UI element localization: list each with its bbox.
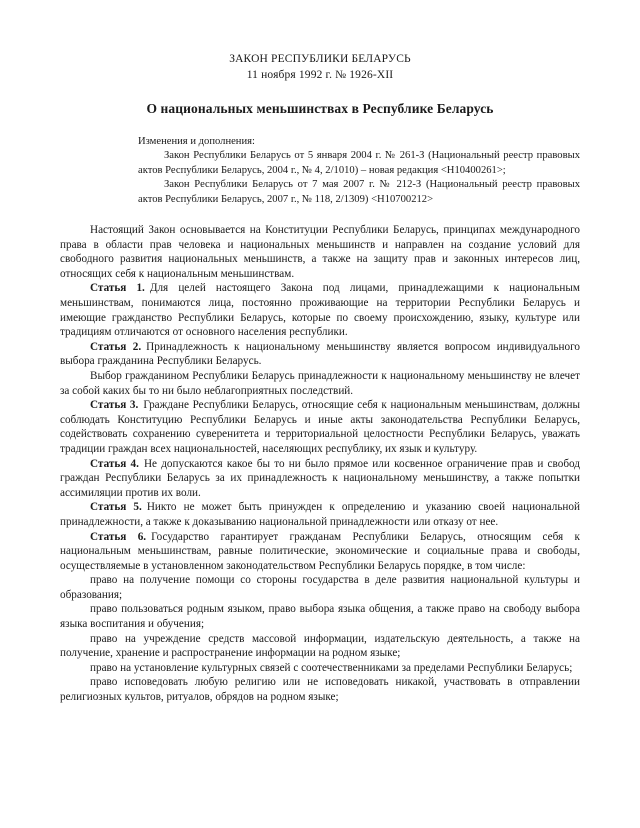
article-5-label: Статья 5. [90,501,142,514]
article-5-text: Никто не может быть принужден к определению и указанию своей национальной принадлежности, а также к доказыванию национальной принадлежности или отказу от нее. [60,501,580,528]
amendments-block [138,135,580,207]
amendment-item: Закон Республики Беларусь от 5 января 2004 г. № 261-З (Национальный реестр правовых актов Республики Беларусь, 2004 г., № 4, 2/1010) – новая редакция <H10400261>; [138,150,580,176]
article-2-label: Статья 2. [90,340,142,353]
article-1-label: Статья 1. [90,282,145,295]
article-4-paragraph [60,457,580,501]
article-4-text: Не допускаются какое бы то ни было прямое или косвенное ограничение прав и свобод граждан Республики Беларусь за их принадлежность к национальному меньшинству, а также попытки ассимиляции против их воли. [60,457,580,499]
article-6-text: Государство гарантирует гражданам Республики Беларусь, относящим себя к национальным меньшинствам, равные политические, экономические и социальные права и свободы, осуществляемые в установленном законодательством Республики Беларусь порядке, в том числе: [60,530,580,572]
right-item-1: право на получение помощи со стороны государства в деле развития национальной культуры и образования; [60,574,580,601]
article-1-paragraph [60,281,580,339]
article-5-paragraph [60,500,580,529]
article-6-label: Статья 6. [90,530,147,543]
law-date-number: 11 ноября 1992 г. № 1926-XII [246,68,394,81]
page-title: О национальных меньшинствах в Республике Беларусь [146,101,494,116]
article-1-text: Для целей настоящего Закона под лицами, принадлежащими к национальным меньшинствам, понимаются лица, постоянно проживающие на территории Республики Беларусь и имеющие гражданство Республики Беларусь, которые по своему происхождению, языку, культуре или традициям отличаются от основного населения республики. [60,282,580,339]
amendment-item: Закон Республики Беларусь от 7 мая 2007 г. № 212-З (Национальный реестр правовых актов Республики Беларусь, 2007 г., № 118, 2/1309) <H10700212> [138,179,580,205]
article-3-text: Граждане Республики Беларусь, относящие себя к национальным меньшинствам, должны соблюдать Конституцию Республики Беларусь и иные акты законодательства Республики Беларусь, содействовать сохранению суверенитета и территориальной целостности Республики Беларусь, уважать традиции граждан всех национальностей, населяющих республику, их язык и культуру. [60,399,580,455]
article-6-paragraph [60,530,580,574]
article-2-paragraph [60,340,580,369]
right-item-3: право на учреждение средств массовой информации, издательскую деятельность, а также на получение, хранение и распространение информации на родном языке; [60,632,580,660]
amendments-heading: Изменения и дополнения: [138,136,255,147]
document-header [60,52,580,83]
document-body [60,223,580,705]
right-item-2: право пользоваться родным языком, право выбора языка общения, а также право на свободу выбора языка воспитания и обучения; [60,603,580,631]
preamble-paragraph: Настоящий Закон основывается на Конституции Республики Беларусь, принципах международного права в области прав человека и национальных меньшинств и направлен на создание условий для свободного развития национальных меньшинств, а также на защиту прав и законных интересов лиц, относящих себя к национальным меньшинствам. [60,224,580,280]
article-2-extra-paragraph: Выбор гражданином Республики Беларусь принадлежности к национальному меньшинству не влечет за собой каких бы то ни было неблагоприятных последствий. [60,369,580,397]
right-item-4: право на установление культурных связей с соотечественниками за пределами Республики Беларусь; [90,661,573,674]
article-3-label: Статья 3. [90,399,139,412]
article-2-text: Принадлежность к национальному меньшинству является вопросом индивидуального выбора гражданина Республики Беларусь. [60,340,580,368]
article-4-label: Статья 4. [90,457,139,470]
law-label: ЗАКОН РЕСПУБЛИКИ БЕЛАРУСЬ [229,53,411,65]
article-3-paragraph [60,398,580,456]
right-item-5: право исповедовать любую религию или не исповедовать никакой, участвовать в отправлении религиозных культов, ритуалов, обрядов на родном языке; [60,676,580,704]
